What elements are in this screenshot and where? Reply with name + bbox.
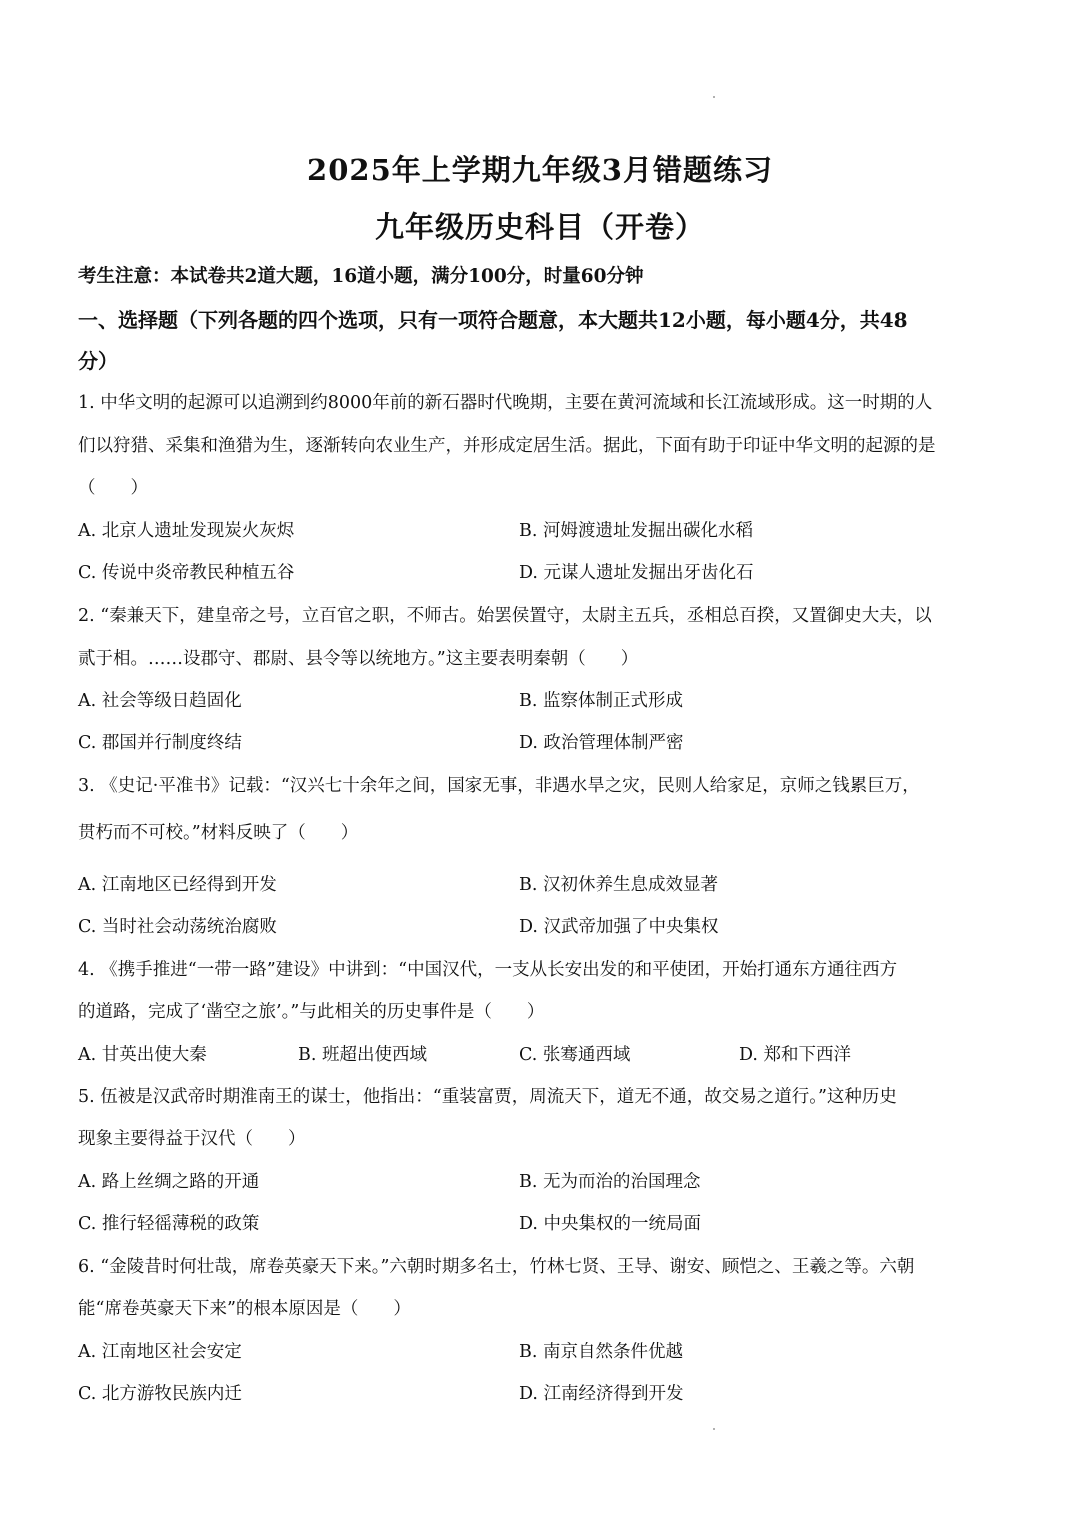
section-heading-line1: 一、选择题（下列各题的四个选项，只有一项符合题意，本大题共12小题，每小题4分，共48: [78, 308, 908, 332]
scan-dot: [713, 1428, 715, 1430]
question-4-line-1: 4. 《携手推进“一带一路”建设》中讲到：“中国汉代，一支从长安出发的和平使团，开始打通东方通往西方: [78, 960, 898, 980]
question-3-option-d: D. 汉武帝加强了中央集权: [519, 917, 719, 937]
question-4-line-2: 的道路，完成了‘凿空之旅’。”与此相关的历史事件是（ ）: [78, 1002, 545, 1022]
question-1-option-d: D. 元谋人遗址发掘出牙齿化石: [519, 563, 754, 583]
question-5-option-b: B. 无为而治的治国理念: [519, 1172, 701, 1192]
question-5-option-a: A. 路上丝绸之路的开通: [78, 1172, 260, 1192]
question-1-option-c: C. 传说中炎帝教民种植五谷: [78, 563, 295, 583]
question-5-option-c: C. 推行轻徭薄税的政策: [78, 1214, 260, 1234]
question-4-option-d: D. 郑和下西洋: [739, 1045, 852, 1065]
scan-dot: [713, 96, 715, 98]
exam-title: 2025年上学期九年级3月错题练习: [307, 153, 773, 187]
question-2-line-1: 2. “秦兼天下，建皇帝之号，立百官之职，不师古。始罢侯置守，太尉主五兵，丞相总百揆，又置御史大夫，以: [78, 606, 932, 626]
question-1-option-a: A. 北京人遗址发现炭火灰烬: [78, 521, 295, 541]
question-6-line-2: 能“席卷英豪天下来”的根本原因是（ ）: [78, 1299, 411, 1319]
question-2-option-d: D. 政治管理体制严密: [519, 733, 684, 753]
question-6-line-1: 6. “金陵昔时何壮哉，席卷英豪天下来。”六朝时期多名士，竹林七贤、王导、谢安、顾恺之、王羲之等。六朝: [78, 1257, 915, 1277]
question-5-line-1: 5. 伍被是汉武帝时期淮南王的谋士，他指出：“重装富贾，周流天下，道无不通，故交易之道行。”这种历史: [78, 1087, 897, 1107]
question-2-option-a: A. 社会等级日趋固化: [78, 691, 242, 711]
exam-subtitle: 九年级历史科目（开卷）: [374, 210, 705, 244]
question-3-line-2: 贯朽而不可校。”材料反映了（ ）: [78, 823, 359, 843]
question-2-line-2: 贰于相。……设郡守、郡尉、县令等以统地方。”这主要表明秦朝（ ）: [78, 649, 639, 669]
question-1-line-2: 们以狩猎、采集和渔猎为生，逐渐转向农业生产，并形成定居生活。据此，下面有助于印证中华文明的起源的是: [78, 436, 936, 456]
exam-notice: 考生注意：本试卷共2道大题，16道小题，满分100分，时量60分钟: [78, 266, 644, 287]
question-6-option-c: C. 北方游牧民族内迁: [78, 1384, 242, 1404]
section-heading-line2: 分）: [78, 349, 118, 373]
question-4-option-c: C. 张骞通西域: [519, 1045, 631, 1065]
question-3-option-b: B. 汉初休养生息成效显著: [519, 875, 718, 895]
question-1-line-3: （ ）: [78, 478, 148, 498]
question-1-line-1: 1. 中华文明的起源可以追溯到约8000年前的新石器时代晚期，主要在黄河流域和长江流域形成。这一时期的人: [78, 393, 933, 413]
question-3-option-c: C. 当时社会动荡统治腐败: [78, 917, 277, 937]
question-2-option-b: B. 监察体制正式形成: [519, 691, 683, 711]
question-1-option-b: B. 河姆渡遗址发掘出碳化水稻: [519, 521, 753, 541]
question-6-option-d: D. 江南经济得到开发: [519, 1384, 684, 1404]
question-5-option-d: D. 中央集权的一统局面: [519, 1214, 702, 1234]
question-6-option-a: A. 江南地区社会安定: [78, 1342, 242, 1362]
question-3-option-a: A. 江南地区已经得到开发: [78, 875, 277, 895]
question-6-option-b: B. 南京自然条件优越: [519, 1342, 683, 1362]
question-4-option-b: B. 班超出使西域: [298, 1045, 427, 1065]
question-5-line-2: 现象主要得益于汉代（ ）: [78, 1129, 306, 1149]
question-2-option-c: C. 郡国并行制度终结: [78, 733, 242, 753]
question-4-option-a: A. 甘英出使大秦: [78, 1045, 207, 1065]
question-3-line-1: 3. 《史记·平准书》记载：“汉兴七十余年之间，国家无事，非遇水旱之灾，民则人给家足，京师之钱累巨万，: [78, 776, 920, 796]
